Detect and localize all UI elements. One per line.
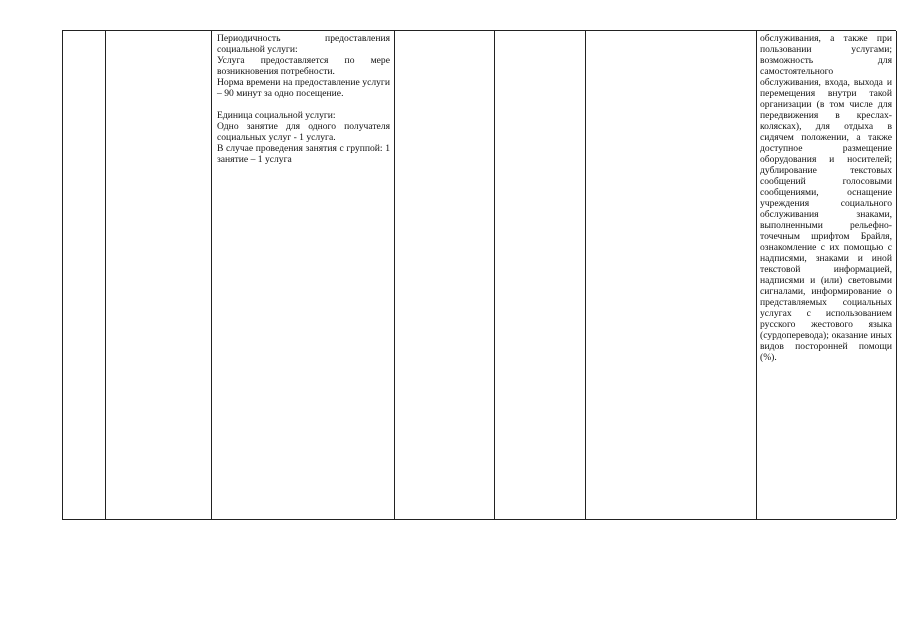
table-column-5 [495, 31, 586, 519]
table-column-4 [395, 31, 495, 519]
table-column-6 [586, 31, 757, 519]
unit-heading: Единица социальной услуги: [217, 110, 336, 121]
service-frequency-cell [217, 33, 390, 165]
unit-single-text: Одно занятие для одного получателя социальных услуг - 1 услуга. [217, 121, 390, 143]
services-table [62, 30, 896, 520]
accessibility-text: обслуживания, а также при пользовании услугами; возможность для самостоятельного обслуживания, входа, выхода и перемещения внутри такой организации (в том числе для передвижения в креслах-колясках), для отдыха в сидячем положении, а также доступное размещение оборудования и носителей; дублирование текстовых сообщений голосовыми сообщениями, оснащение учреждения социального обслуживания знаками, выполненными рельефно-точечным шрифтом Брайля, ознакомление с их помощью с надписями, знаками и иной текстовой информацией, надписями и (или) световыми сигналами, информирование о представляемых социальных услугах с использованием русского жестового языка (сурдоперевода); оказание иных видов посторонней помощи (%). [760, 33, 892, 363]
frequency-heading: Периодичность предоставления социальной услуги: [217, 33, 390, 55]
time-norm-text: Норма времени на предоставление услуги – 90 минут за одно посещение. [217, 77, 390, 99]
table-column-7 [757, 31, 897, 519]
table-column-2 [106, 31, 212, 519]
table-column-3 [212, 31, 395, 519]
accessibility-indicator-cell [760, 33, 892, 363]
table-column-1 [63, 31, 106, 519]
frequency-text: Услуга предоставляется по мере возникновения потребности. [217, 55, 390, 77]
unit-group-text: В случае проведения занятия с группой: 1 занятие – 1 услуга [217, 143, 390, 165]
